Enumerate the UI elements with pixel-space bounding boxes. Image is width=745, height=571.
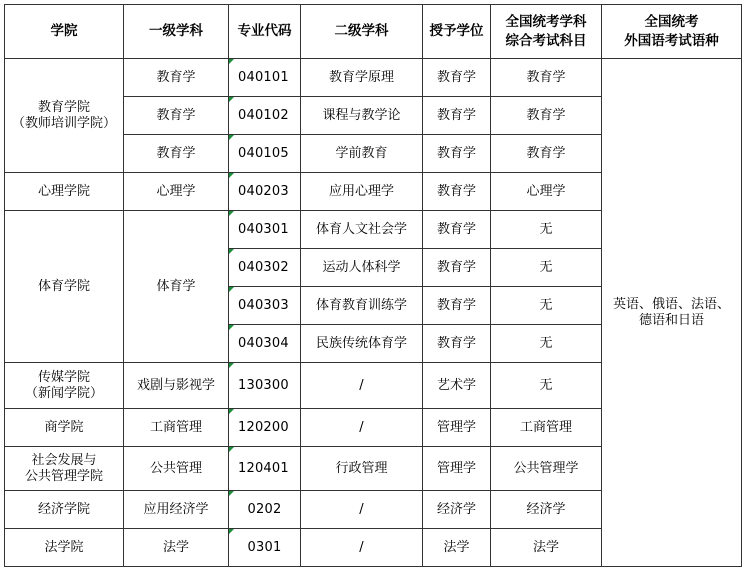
first-discipline-cell: 心理学 <box>124 173 229 211</box>
college-cell-education <box>5 59 124 173</box>
degree-cell: 教育学 <box>423 211 491 249</box>
first-discipline-cell: 公共管理 <box>124 447 229 491</box>
second-discipline-cell: / <box>301 491 423 529</box>
header-exam-subject-line2: 综合考试科目 <box>505 32 587 49</box>
college-cell-law: 法学院 <box>5 529 124 567</box>
major-code-cell: 0301 <box>229 529 301 567</box>
college-cell-economics: 经济学院 <box>5 491 124 529</box>
degree-cell: 管理学 <box>423 409 491 447</box>
exam-subject-cell: 公共管理学 <box>491 447 602 491</box>
foreign-language-line2: 德语和日语 <box>638 312 704 328</box>
exam-subject-cell: 教育学 <box>491 135 602 173</box>
header-college: 学院 <box>5 5 124 59</box>
major-code-cell: 040302 <box>229 249 301 287</box>
admissions-table-container <box>4 4 742 567</box>
major-code-cell: 130300 <box>229 363 301 409</box>
header-foreign-language-line1: 全国统考 <box>644 13 699 30</box>
first-discipline-cell: 教育学 <box>124 59 229 97</box>
exam-subject-cell: 无 <box>491 249 602 287</box>
exam-subject-cell: 法学 <box>491 529 602 567</box>
college-alt-name: 公共管理学院 <box>24 468 103 484</box>
college-alt-name: （新闻学院） <box>24 385 103 401</box>
major-code-cell: 120200 <box>229 409 301 447</box>
college-alt-name: （教师培训学院） <box>11 115 116 131</box>
header-exam-subject <box>491 5 602 59</box>
second-discipline-cell: 教育学原理 <box>301 59 423 97</box>
first-discipline-cell: 教育学 <box>124 135 229 173</box>
major-code-cell: 040101 <box>229 59 301 97</box>
exam-subject-cell: 教育学 <box>491 59 602 97</box>
header-major-code: 专业代码 <box>229 5 301 59</box>
first-discipline-cell: 戏剧与影视学 <box>124 363 229 409</box>
college-cell-social <box>5 447 124 491</box>
second-discipline-cell: 体育人文社会学 <box>301 211 423 249</box>
second-discipline-cell: 行政管理 <box>301 447 423 491</box>
header-foreign-language-line2: 外国语考试语种 <box>624 32 719 49</box>
first-discipline-cell: 教育学 <box>124 97 229 135</box>
degree-cell: 教育学 <box>423 59 491 97</box>
exam-subject-cell: 经济学 <box>491 491 602 529</box>
second-discipline-cell: / <box>301 529 423 567</box>
second-discipline-cell: 学前教育 <box>301 135 423 173</box>
exam-subject-cell: 无 <box>491 287 602 325</box>
college-cell-business: 商学院 <box>5 409 124 447</box>
college-name: 传媒学院 <box>37 369 90 385</box>
major-code-cell: 040301 <box>229 211 301 249</box>
degree-cell: 教育学 <box>423 249 491 287</box>
exam-subject-cell: 心理学 <box>491 173 602 211</box>
college-name: 社会发展与 <box>31 452 97 468</box>
degree-cell: 教育学 <box>423 173 491 211</box>
major-code-cell: 0202 <box>229 491 301 529</box>
second-discipline-cell: 体育教育训练学 <box>301 287 423 325</box>
exam-subject-cell: 教育学 <box>491 97 602 135</box>
header-second-discipline: 二级学科 <box>301 5 423 59</box>
degree-cell: 艺术学 <box>423 363 491 409</box>
second-discipline-cell: 课程与教学论 <box>301 97 423 135</box>
degree-cell: 教育学 <box>423 325 491 363</box>
first-discipline-cell: 工商管理 <box>124 409 229 447</box>
major-code-cell: 040105 <box>229 135 301 173</box>
first-discipline-cell: 法学 <box>124 529 229 567</box>
major-code-cell: 040304 <box>229 325 301 363</box>
header-foreign-language <box>602 5 742 59</box>
admissions-table <box>4 4 742 567</box>
header-row <box>5 5 742 59</box>
exam-subject-cell: 无 <box>491 325 602 363</box>
degree-cell: 教育学 <box>423 287 491 325</box>
major-code-cell: 040203 <box>229 173 301 211</box>
degree-cell: 法学 <box>423 529 491 567</box>
major-code-cell: 120401 <box>229 447 301 491</box>
exam-subject-cell: 无 <box>491 211 602 249</box>
college-cell-psychology: 心理学院 <box>5 173 124 211</box>
second-discipline-cell: 运动人体科学 <box>301 249 423 287</box>
exam-subject-cell: 工商管理 <box>491 409 602 447</box>
table-row <box>5 59 742 97</box>
major-code-cell: 040102 <box>229 97 301 135</box>
second-discipline-cell: 民族传统体育学 <box>301 325 423 363</box>
second-discipline-cell: 应用心理学 <box>301 173 423 211</box>
exam-subject-cell: 无 <box>491 363 602 409</box>
foreign-language-cell <box>602 59 742 567</box>
degree-cell: 教育学 <box>423 135 491 173</box>
college-name: 教育学院 <box>37 99 90 115</box>
second-discipline-cell: / <box>301 409 423 447</box>
header-first-discipline: 一级学科 <box>124 5 229 59</box>
header-exam-subject-line1: 全国统考学科 <box>505 13 587 30</box>
degree-cell: 教育学 <box>423 97 491 135</box>
degree-cell: 经济学 <box>423 491 491 529</box>
second-discipline-cell: / <box>301 363 423 409</box>
degree-cell: 管理学 <box>423 447 491 491</box>
first-discipline-cell-sports: 体育学 <box>124 211 229 363</box>
header-degree: 授予学位 <box>423 5 491 59</box>
college-cell-media <box>5 363 124 409</box>
major-code-cell: 040303 <box>229 287 301 325</box>
college-cell-sports: 体育学院 <box>5 211 124 363</box>
foreign-language-line1: 英语、俄语、法语、 <box>612 296 730 312</box>
first-discipline-cell: 应用经济学 <box>124 491 229 529</box>
